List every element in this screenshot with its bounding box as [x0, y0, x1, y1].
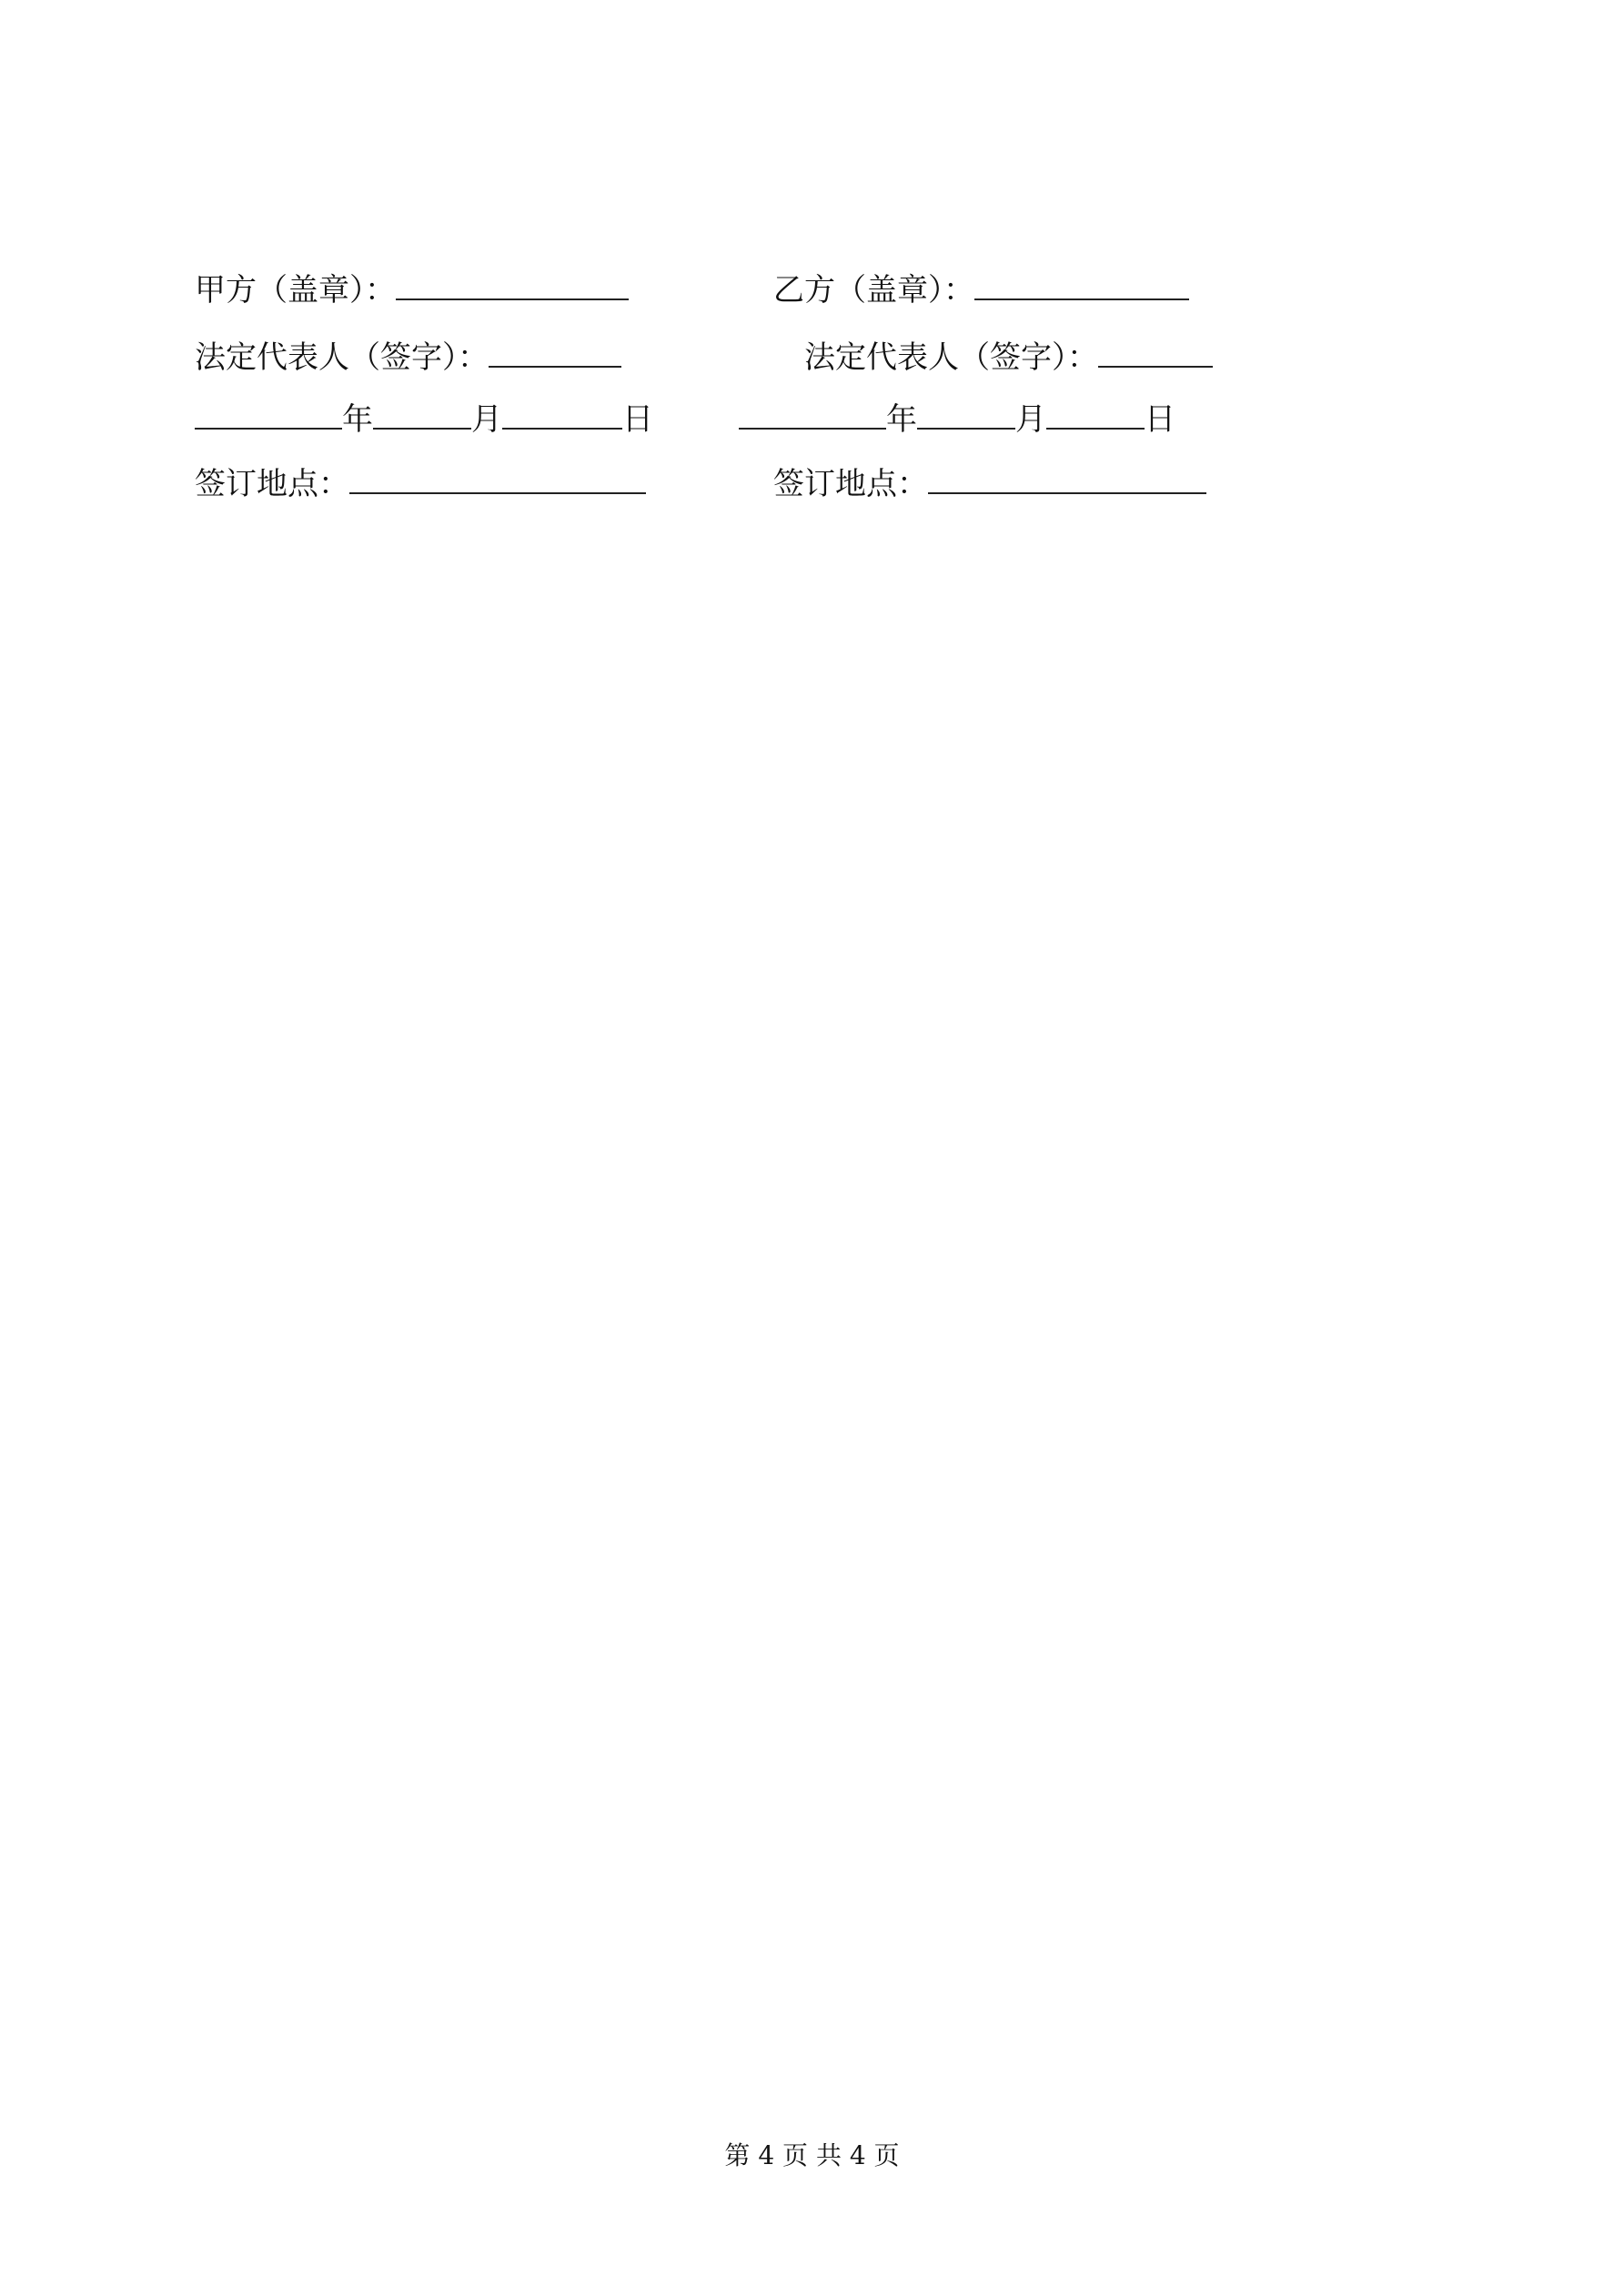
party-b-year-blank[interactable]: [739, 400, 886, 430]
party-b-seal-line: [773, 271, 1189, 308]
party-b-day-label: 日: [1145, 401, 1175, 438]
party-b-rep-line: [804, 339, 1213, 376]
party-b-month-blank[interactable]: [917, 400, 1015, 430]
party-b-rep-label: 法定代表人（签字）：: [804, 339, 1098, 376]
party-a-year-label: 年: [342, 401, 373, 438]
page-footer: 第 4 页 共 4 页: [724, 2140, 900, 2170]
party-a-seal-line: [195, 271, 629, 308]
party-b-place-blank[interactable]: [928, 465, 1206, 494]
party-a-date-line: [195, 400, 653, 438]
party-b-date-line: [739, 400, 1175, 438]
party-b-month-label: 月: [1015, 401, 1046, 438]
party-b-year-label: 年: [886, 401, 917, 438]
party-a-seal-blank[interactable]: [396, 271, 629, 300]
party-a-year-blank[interactable]: [195, 400, 342, 430]
party-b-seal-blank[interactable]: [974, 271, 1189, 300]
party-b-day-blank[interactable]: [1046, 400, 1145, 430]
party-a-place-label: 签订地点：: [195, 466, 349, 502]
party-b-place-line: [773, 465, 1206, 502]
party-b-rep-blank[interactable]: [1098, 339, 1213, 368]
party-a-seal-label: 甲方（盖章）：: [195, 272, 396, 308]
party-a-rep-blank[interactable]: [489, 339, 621, 368]
party-a-day-label: 日: [622, 401, 653, 438]
party-b-seal-label: 乙方（盖章）：: [773, 272, 974, 308]
party-b-place-label: 签订地点：: [773, 466, 928, 502]
party-a-place-blank[interactable]: [349, 465, 646, 494]
party-a-month-blank[interactable]: [373, 400, 471, 430]
party-a-place-line: [195, 465, 646, 502]
party-a-rep-line: [195, 339, 621, 376]
party-a-day-blank[interactable]: [502, 400, 622, 430]
party-a-rep-label: 法定代表人（签字）：: [195, 339, 489, 376]
party-a-month-label: 月: [471, 401, 502, 438]
